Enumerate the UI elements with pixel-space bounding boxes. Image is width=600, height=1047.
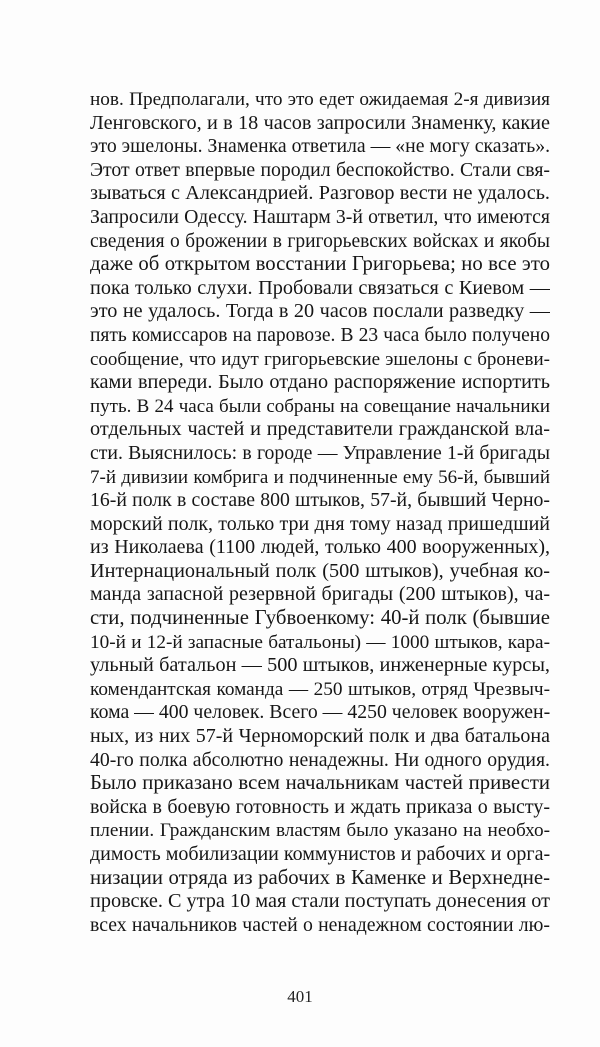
text-line: сведения о брожении в григорьевских войсках и якобы [90, 230, 550, 252]
text-line: войска в боевую готовность и ждать приказа о высту- [90, 795, 550, 818]
text-line: это эшелоны. Знаменка ответила — «не могу сказать». [90, 135, 550, 158]
text-line: ных, из них 57-й Черноморский полк и два батальона [90, 725, 550, 748]
text-line: 16-й полк в составе 800 штыков, 57-й, бывший Черно- [90, 489, 550, 512]
page-number: 401 [287, 987, 313, 1006]
text-line: сти. Выяснилось: в городе — Управление 1-й бригады [90, 441, 550, 464]
text-line: зываться с Александрией. Разговор вести не удалось. [90, 182, 550, 205]
text-line: даже об открытом восстании Григорьева; но все это [90, 253, 550, 276]
text-line: Интернациональный полк (500 штыков), учебная ко- [90, 559, 550, 582]
text-line: пять комиссаров на паровозе. В 23 часа было получено [90, 324, 550, 346]
text-line: Было приказано всем начальникам частей привести [90, 772, 550, 795]
text-line: 7-й дивизии комбрига и подчиненные ему 56-й, бывший [90, 466, 550, 488]
text-line: пока только слухи. Пробовали связаться с Киевом — [90, 276, 550, 299]
text-line: ульный батальон — 500 штыков, инженерные курсы, [90, 654, 550, 677]
text-line: ками впереди. Было отдано распоряжение испортить [90, 371, 550, 394]
text-line: провске. С утра 10 мая стали поступать донесения от [90, 890, 550, 913]
text-line: димость мобилизации коммунистов и рабочих и орга- [90, 843, 550, 865]
text-line: это не удалось. Тогда в 20 часов послали разведку — [90, 300, 550, 323]
text-line: Запросили Одессу. Наштарм 3-й ответил, что имеются [90, 205, 550, 228]
text-line: плении. Гражданским властям было указано на необхо- [90, 820, 550, 842]
text-line: морский полк, только три дня тому назад пришедший [90, 512, 550, 535]
text-line: Этот ответ впервые породил беспокойство. Стали свя- [90, 158, 550, 181]
text-line: из Николаева (1100 людей, только 400 вооруженных), [90, 536, 550, 559]
body-text [90, 88, 550, 937]
text-line: отдельных частей и представители гражданской вла- [90, 418, 550, 441]
text-line: комендантская команда — 250 штыков, отряд Чрезвыч- [90, 678, 550, 700]
text-line: 10-й и 12-й запасные батальоны) — 1000 штыков, кара- [90, 631, 550, 653]
text-line: кома — 400 человек. Всего — 4250 человек вооружен- [90, 701, 550, 724]
text-line: манда запасной резервной бригады (200 штыков), ча- [90, 583, 550, 606]
text-line: всех начальников частей о ненадежном состоянии лю- [90, 913, 550, 936]
text-line: сообщение, что идут григорьевские эшелоны с броневи- [90, 348, 550, 370]
text-line: 40-го полка абсолютно ненадежны. Ни одного орудия. [90, 748, 550, 771]
text-line: сти, подчиненные Губвоенкому: 40-й полк (бывшие [90, 607, 550, 630]
text-line: Ленговского, и в 18 часов запросили Знаменку, какие [90, 111, 550, 134]
text-line: нов. Предполагали, что это едет ожидаемая 2-я дивизия [90, 89, 550, 110]
text-line: путь. В 24 часа были собраны на совещание начальники [90, 395, 550, 417]
text-line: низации отряда из рабочих в Каменке и Верхнедне- [90, 866, 550, 889]
